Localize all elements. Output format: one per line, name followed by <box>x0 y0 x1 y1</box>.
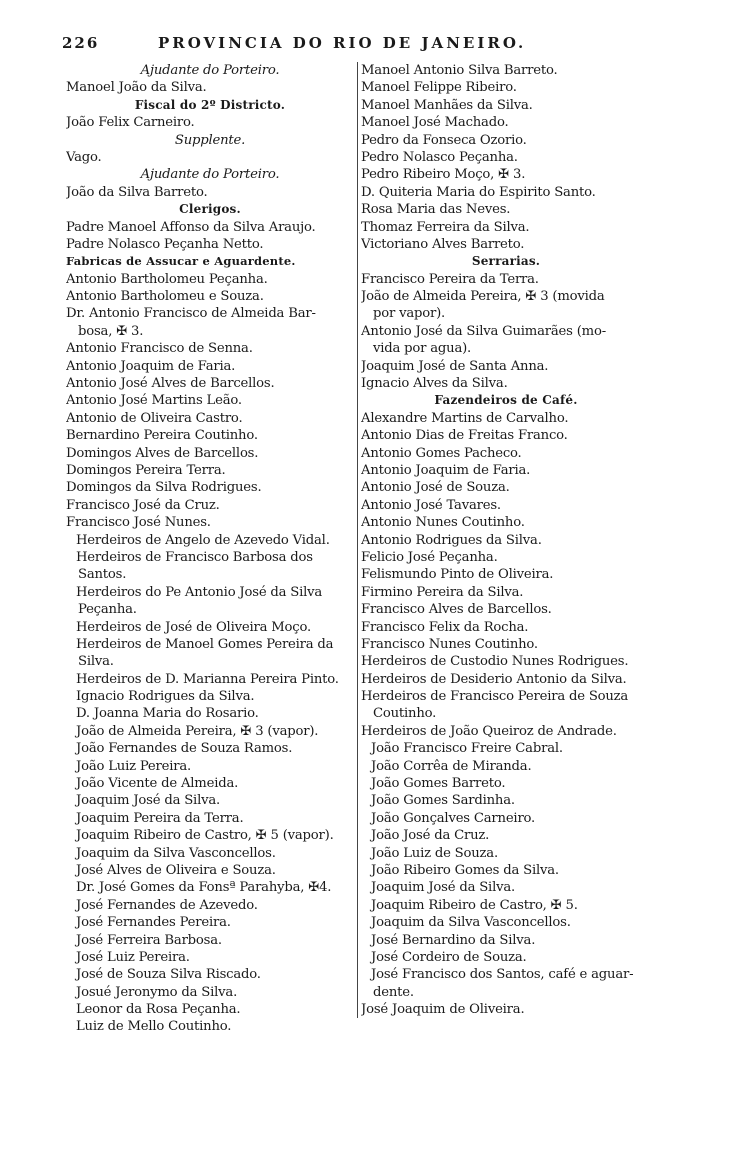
list-entry: Felismundo Pinto de Oliveira. <box>361 567 554 583</box>
list-entry: Dr. José Gomes da Fonsª Parahyba, ✠4. <box>76 880 332 896</box>
list-entry: Antonio Joaquim de Faria. <box>66 358 236 374</box>
list-entry: Joaquim José da Silva. <box>76 793 220 809</box>
list-entry: João de Almeida Pereira, ✠ 3 (vapor). <box>76 723 319 739</box>
list-entry: Joaquim da Silva Vasconcellos. <box>76 845 276 861</box>
list-entry: José Fernandes de Azevedo. <box>76 897 258 913</box>
list-entry: Joaquim Pereira da Terra. <box>76 810 244 826</box>
list-entry: José Francisco dos Santos, café e aguar- <box>371 967 634 983</box>
section-heading: Fiscal do 2º Districto. <box>134 97 286 112</box>
list-entry: Josué Jeronymo da Silva. <box>76 984 238 1000</box>
right-column <box>357 62 651 1018</box>
list-entry: José Joaquim de Oliveira. <box>361 1002 525 1018</box>
list-entry: José Cordeiro de Souza. <box>371 949 527 965</box>
list-entry: João Ribeiro Gomes da Silva. <box>371 862 559 878</box>
list-entry: Francisco José Nunes. <box>66 515 211 531</box>
entry-continuation: Peçanha. <box>78 602 137 618</box>
list-entry: Joaquim Ribeiro de Castro, ✠ 5. <box>371 897 578 913</box>
entry-continuation: dente. <box>373 984 414 1000</box>
list-entry: Pedro da Fonseca Ozorio. <box>361 132 527 148</box>
list-entry: João Luiz de Souza. <box>371 845 498 861</box>
list-entry: Pedro Nolasco Peçanha. <box>361 149 518 165</box>
list-entry: Antonio de Oliveira Castro. <box>66 410 243 426</box>
list-entry: João Corrêa de Miranda. <box>371 758 532 774</box>
entry-continuation: vida por agua). <box>373 341 472 357</box>
entry-continuation: Coutinho. <box>373 706 437 722</box>
list-entry: Alexandre Martins de Carvalho. <box>361 410 569 426</box>
list-entry: Antonio Joaquim de Faria. <box>361 462 531 478</box>
list-entry: Antonio Nunes Coutinho. <box>361 515 525 531</box>
list-entry: Felicio José Peçanha. <box>361 549 498 565</box>
entry-continuation: bosa, ✠ 3. <box>78 323 144 339</box>
list-entry: D. Quiteria Maria do Espirito Santo. <box>361 184 596 200</box>
list-entry: João Vicente de Almeida. <box>76 776 239 792</box>
list-entry: Pedro Ribeiro Moço, ✠ 3. <box>361 167 526 183</box>
list-entry: João Francisco Freire Cabral. <box>371 741 563 757</box>
list-entry: Antonio José Martins Leão. <box>66 393 242 409</box>
entry-continuation: Santos. <box>78 567 127 583</box>
list-entry: Ignacio Rodrigues da Silva. <box>76 689 255 705</box>
list-entry: José de Souza Silva Riscado. <box>76 967 261 983</box>
list-entry: Ignacio Alves da Silva. <box>361 376 508 392</box>
list-entry: Padre Manoel Affonso da Silva Araujo. <box>66 219 316 235</box>
list-entry: Antonio Bartholomeu e Souza. <box>66 289 264 305</box>
list-entry: Francisco Pereira da Terra. <box>361 271 539 287</box>
list-entry: Herdeiros de Manoel Gomes Pereira da <box>76 636 334 652</box>
list-entry: Bernardino Pereira Coutinho. <box>66 428 258 444</box>
list-entry: Leonor da Rosa Peçanha. <box>76 1002 241 1018</box>
entry-continuation: por vapor). <box>373 306 446 322</box>
list-entry: Victoriano Alves Barreto. <box>361 236 525 252</box>
list-entry: José Luiz Pereira. <box>76 949 190 965</box>
role-heading: Supplente. <box>174 132 246 148</box>
list-entry: Antonio José da Silva Guimarães (mo- <box>361 323 606 339</box>
list-entry: João Gonçalves Carneiro. <box>371 810 536 826</box>
list-entry: Antonio José de Souza. <box>361 480 510 496</box>
list-entry: João José da Cruz. <box>371 828 490 844</box>
list-entry: Francisco Alves de Barcellos. <box>361 602 552 618</box>
list-entry: Herdeiros de João Queiroz de Andrade. <box>361 723 617 739</box>
list-entry: Herdeiros de D. Marianna Pereira Pinto. <box>76 671 339 687</box>
list-entry: Manoel José Machado. <box>361 115 509 131</box>
list-entry: João da Silva Barreto. <box>66 184 208 200</box>
list-entry: Domingos da Silva Rodrigues. <box>66 480 262 496</box>
list-entry: João Gomes Sardinha. <box>371 793 515 809</box>
list-entry: Rosa Maria das Neves. <box>361 202 511 218</box>
list-entry: Antonio José Tavares. <box>361 497 501 513</box>
entry-continuation: Silva. <box>78 654 114 670</box>
running-title: PROVINCIA DO RIO DE JANEIRO. <box>158 34 527 52</box>
list-entry: João Felix Carneiro. <box>66 115 195 131</box>
list-entry: João Fernandes de Souza Ramos. <box>76 741 293 757</box>
list-entry: João Gomes Barreto. <box>371 776 506 792</box>
left-column <box>66 62 354 1036</box>
list-entry: Dr. Antonio Francisco de Almeida Bar- <box>66 306 316 322</box>
list-entry: Firmino Pereira da Silva. <box>361 584 524 600</box>
list-entry: José Fernandes Pereira. <box>76 915 231 931</box>
list-entry: Herdeiros de Francisco Pereira de Souza <box>361 689 629 705</box>
section-heading: Serrarias. <box>471 254 541 269</box>
list-entry: Herdeiros de Francisco Barbosa dos <box>76 549 313 565</box>
section-heading: Fazendeiros de Café. <box>434 393 578 408</box>
list-entry: Domingos Alves de Barcellos. <box>66 445 259 461</box>
list-entry: Herdeiros do Pe Antonio José da Silva <box>76 584 323 600</box>
list-entry: José Bernardino da Silva. <box>371 932 536 948</box>
list-entry: Antonio José Alves de Barcellos. <box>66 376 275 392</box>
list-entry: Antonio Bartholomeu Peçanha. <box>66 271 268 287</box>
list-entry: Joaquim José da Silva. <box>371 880 515 896</box>
list-entry: Herdeiros de Custodio Nunes Rodrigues. <box>361 654 629 670</box>
list-entry: João de Almeida Pereira, ✠ 3 (movida <box>361 289 605 305</box>
list-entry: José Ferreira Barbosa. <box>76 932 222 948</box>
list-entry: Joaquim José de Santa Anna. <box>361 358 549 374</box>
list-entry: Francisco José da Cruz. <box>66 497 220 513</box>
list-entry: D. Joanna Maria do Rosario. <box>76 706 259 722</box>
role-heading: Ajudante do Porteiro. <box>140 63 280 78</box>
list-entry: Antonio Gomes Pacheco. <box>361 445 522 461</box>
section-heading: Fabricas de Assucar e Aguardente. <box>66 254 296 269</box>
list-entry: Domingos Pereira Terra. <box>66 462 226 478</box>
list-entry: José Alves de Oliveira e Souza. <box>76 862 276 878</box>
list-entry: Joaquim Ribeiro de Castro, ✠ 5 (vapor). <box>76 828 334 844</box>
list-entry: Manoel Manhães da Silva. <box>361 97 533 113</box>
list-entry: Herdeiros de Angelo de Azevedo Vidal. <box>76 532 330 548</box>
page-header <box>62 30 686 60</box>
list-entry: Francisco Nunes Coutinho. <box>361 636 538 652</box>
list-entry: Manoel Antonio Silva Barreto. <box>361 63 558 78</box>
section-heading: Clerigos. <box>179 202 241 217</box>
list-entry: Manoel Felippe Ribeiro. <box>361 80 517 96</box>
list-entry: Luiz de Mello Coutinho. <box>76 1019 232 1035</box>
list-entry: Antonio Francisco de Senna. <box>66 341 253 357</box>
list-entry: Herdeiros de José de Oliveira Moço. <box>76 619 311 635</box>
list-entry: Antonio Rodrigues da Silva. <box>361 532 542 548</box>
list-entry: Manoel João da Silva. <box>66 80 207 96</box>
list-entry: Francisco Felix da Rocha. <box>361 619 529 635</box>
list-entry: Joaquim da Silva Vasconcellos. <box>371 915 571 931</box>
list-entry: Padre Nolasco Peçanha Netto. <box>66 236 264 252</box>
list-entry: Vago. <box>66 149 102 165</box>
list-entry: Antonio Dias de Freitas Franco. <box>361 428 568 444</box>
role-heading: Ajudante do Porteiro. <box>140 167 280 183</box>
list-entry: João Luiz Pereira. <box>76 758 191 774</box>
page-number: 226 <box>62 34 100 52</box>
list-entry: Herdeiros de Desiderio Antonio da Silva. <box>361 671 627 687</box>
list-entry: Thomaz Ferreira da Silva. <box>361 219 530 235</box>
